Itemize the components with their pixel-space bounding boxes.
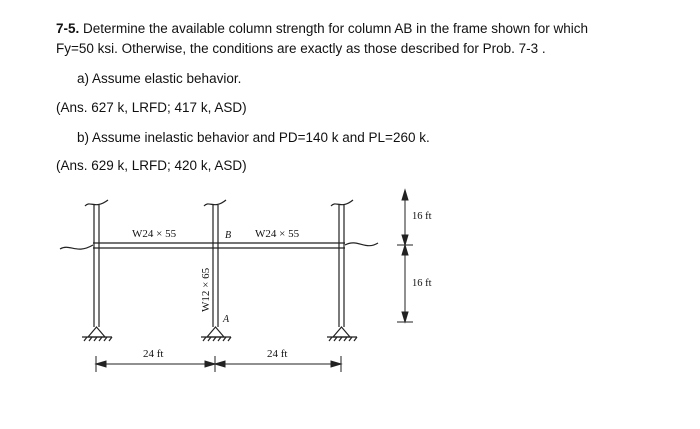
problem-statement-text: Determine the available column strength for column AB in the frame shown for which: [79, 21, 589, 36]
column-right: [331, 200, 353, 327]
pin-support-right: [327, 327, 357, 341]
beam-left-label: W24 × 55: [132, 228, 177, 240]
part-b-answer: (Ans. 629 k, LRFD; 420 k, ASD): [56, 158, 247, 173]
node-a-label: A: [223, 314, 230, 325]
dimension-horizontal: [96, 356, 341, 372]
node-b-label: B: [225, 230, 232, 241]
part-a-prompt: a) Assume elastic behavior.: [77, 71, 242, 86]
dimension-vertical: [397, 190, 413, 322]
column-label: W12 × 65: [200, 267, 212, 312]
problem-number: 7-5.: [56, 21, 80, 36]
beam-break-right: [345, 243, 378, 246]
dim-lower-story-label: 16 ft: [412, 278, 432, 289]
pin-support-left: [82, 327, 112, 341]
column-left: [85, 200, 108, 327]
beam-right-label: W24 × 55: [255, 228, 300, 240]
dim-span-right-label: 24 ft: [267, 348, 288, 360]
beam: [93, 243, 345, 248]
part-b-prompt: b) Assume inelastic behavior and PD=140 k and PL=260 k.: [77, 130, 430, 145]
problem-statement-line2: Fy=50 ksi. Otherwise, the conditions are exactly as those described for Prob. 7-3 .: [56, 41, 546, 56]
part-a-answer: (Ans. 627 k, LRFD; 417 k, ASD): [56, 100, 247, 115]
dim-upper-story-label: 16 ft: [412, 211, 432, 222]
dim-span-left-label: 24 ft: [143, 348, 164, 360]
beam-break-left: [60, 245, 93, 249]
pin-support-ab: [201, 327, 231, 341]
